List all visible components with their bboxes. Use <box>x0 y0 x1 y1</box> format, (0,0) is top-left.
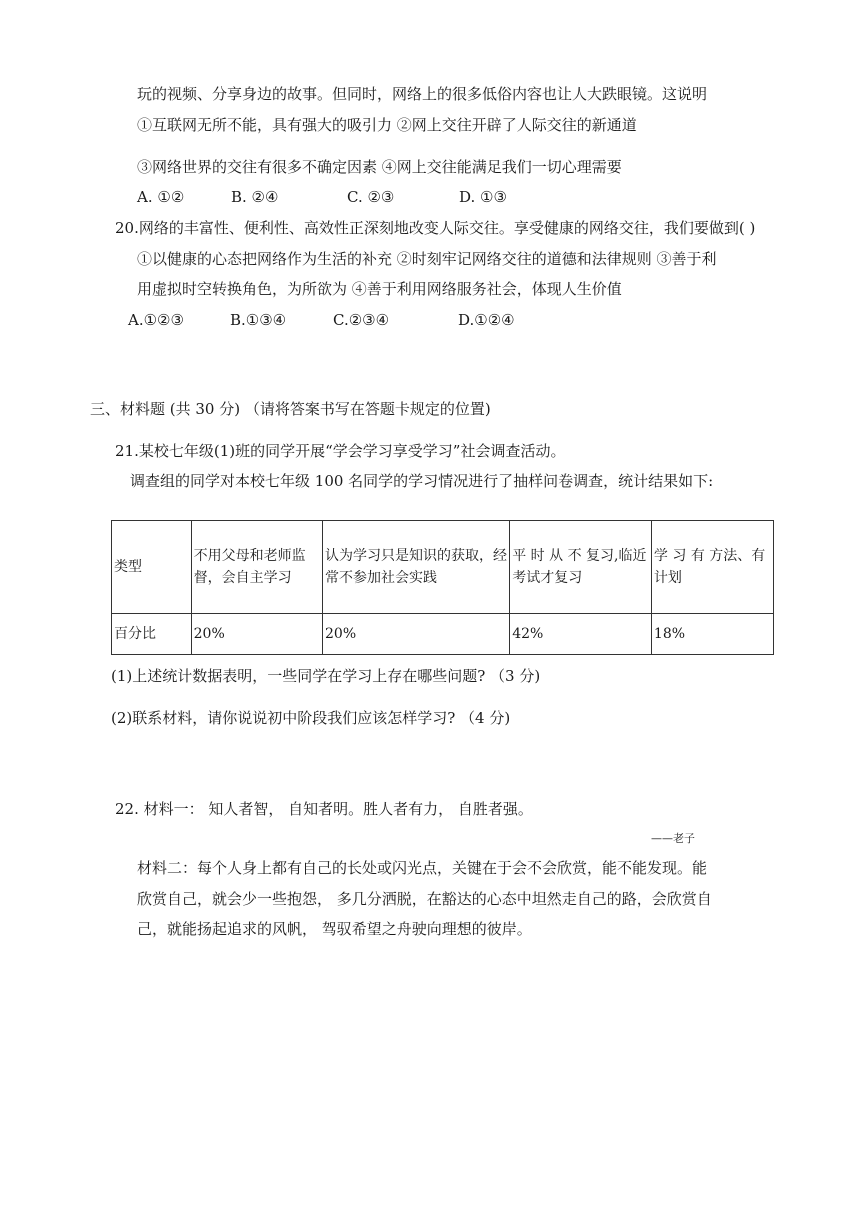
q21-intro: 调查组的同学对本校七年级 100 名同学的学习情况进行了抽样问卷调查，统计结果如下: <box>130 472 714 490</box>
q20-option-b: B.①③④ <box>230 311 287 329</box>
table-row-label: 百分比 <box>112 614 192 655</box>
q21-sub-question-1: (1)上述统计数据表明，一些同学在学习上存在哪些问题? （3 分) <box>111 667 541 685</box>
table-header-cell: 学 习 有 方法、有计划 <box>651 521 773 614</box>
q22-material-two-line1: 材料二：每个人身上都有自己的长处或闪光点，关键在于会不会欣赏，能不能发现。能 <box>137 859 708 877</box>
table-header-row <box>112 521 774 614</box>
table-header-cell: 不用父母和老师监督，会自主学习 <box>191 521 322 614</box>
table-header-cell: 类型 <box>112 521 192 614</box>
table-cell: 20% <box>323 614 510 655</box>
q21-sub-question-2: (2)联系材料，请你说说初中阶段我们应该怎样学习? （4 分) <box>111 709 511 727</box>
table-header-cell: 平 时 从 不 复习,临近考试才复习 <box>510 521 652 614</box>
q19-statements-line1: ①互联网无所不能，具有强大的吸引力 ②网上交往开辟了人际交往的新通道 <box>137 116 637 134</box>
q22-attribution: ——老子 <box>651 832 695 845</box>
q19-option-b: B. ②④ <box>231 188 279 206</box>
q20-option-c: C.②③④ <box>333 311 390 329</box>
q20-statements-line2: 用虚拟时空转换角色，为所欲为 ④善于利用网络服务社会，体现人生价值 <box>137 280 622 298</box>
q22-material-one: 22. 材料一： 知人者智， 自知者明。胜人者有力， 自胜者强。 <box>115 800 533 818</box>
q19-option-c: C. ②③ <box>347 188 395 206</box>
table-cell: 18% <box>651 614 773 655</box>
q21-stem: 21.某校七年级(1)班的同学开展“学会学习享受学习”社会调查活动。 <box>115 442 566 460</box>
q20-option-a: A.①②③ <box>128 311 184 329</box>
table-row <box>112 614 774 655</box>
q22-material-two-line2: 欣赏自己，就会少一些抱怨， 多几分洒脱，在豁达的心态中坦然走自己的路，会欣赏自 <box>137 890 712 908</box>
survey-table <box>111 520 774 655</box>
table-header-cell: 认为学习只是知识的获取，经常不参加社会实践 <box>323 521 510 614</box>
q20-stem: 20.网络的丰富性、便利性、高效性正深刻地改变人际交往。享受健康的网络交往，我们要做到( ) <box>115 219 756 237</box>
table-cell: 42% <box>510 614 652 655</box>
q19-option-d: D. ①③ <box>459 188 507 206</box>
q19-option-a: A. ①② <box>137 188 185 206</box>
q20-statements-line1: ①以健康的心态把网络作为生活的补充 ②时刻牢记网络交往的道德和法律规则 ③善于利 <box>137 250 717 268</box>
section-heading: 三、材料题 (共 30 分) （请将答案书写在答题卡规定的位置) <box>90 400 491 418</box>
q19-statements-line2: ③网络世界的交往有很多不确定因素 ④网上交往能满足我们一切心理需要 <box>137 158 622 176</box>
q22-material-two-line3: 己，就能扬起追求的风帆， 驾驭希望之舟驶向理想的彼岸。 <box>137 920 532 938</box>
q20-option-d: D.①②④ <box>458 311 515 329</box>
table-cell: 20% <box>191 614 322 655</box>
q19-stem-continuation: 玩的视频、分享身边的故事。但同时，网络上的很多低俗内容也让人大跌眼镜。这说明 <box>137 85 708 103</box>
